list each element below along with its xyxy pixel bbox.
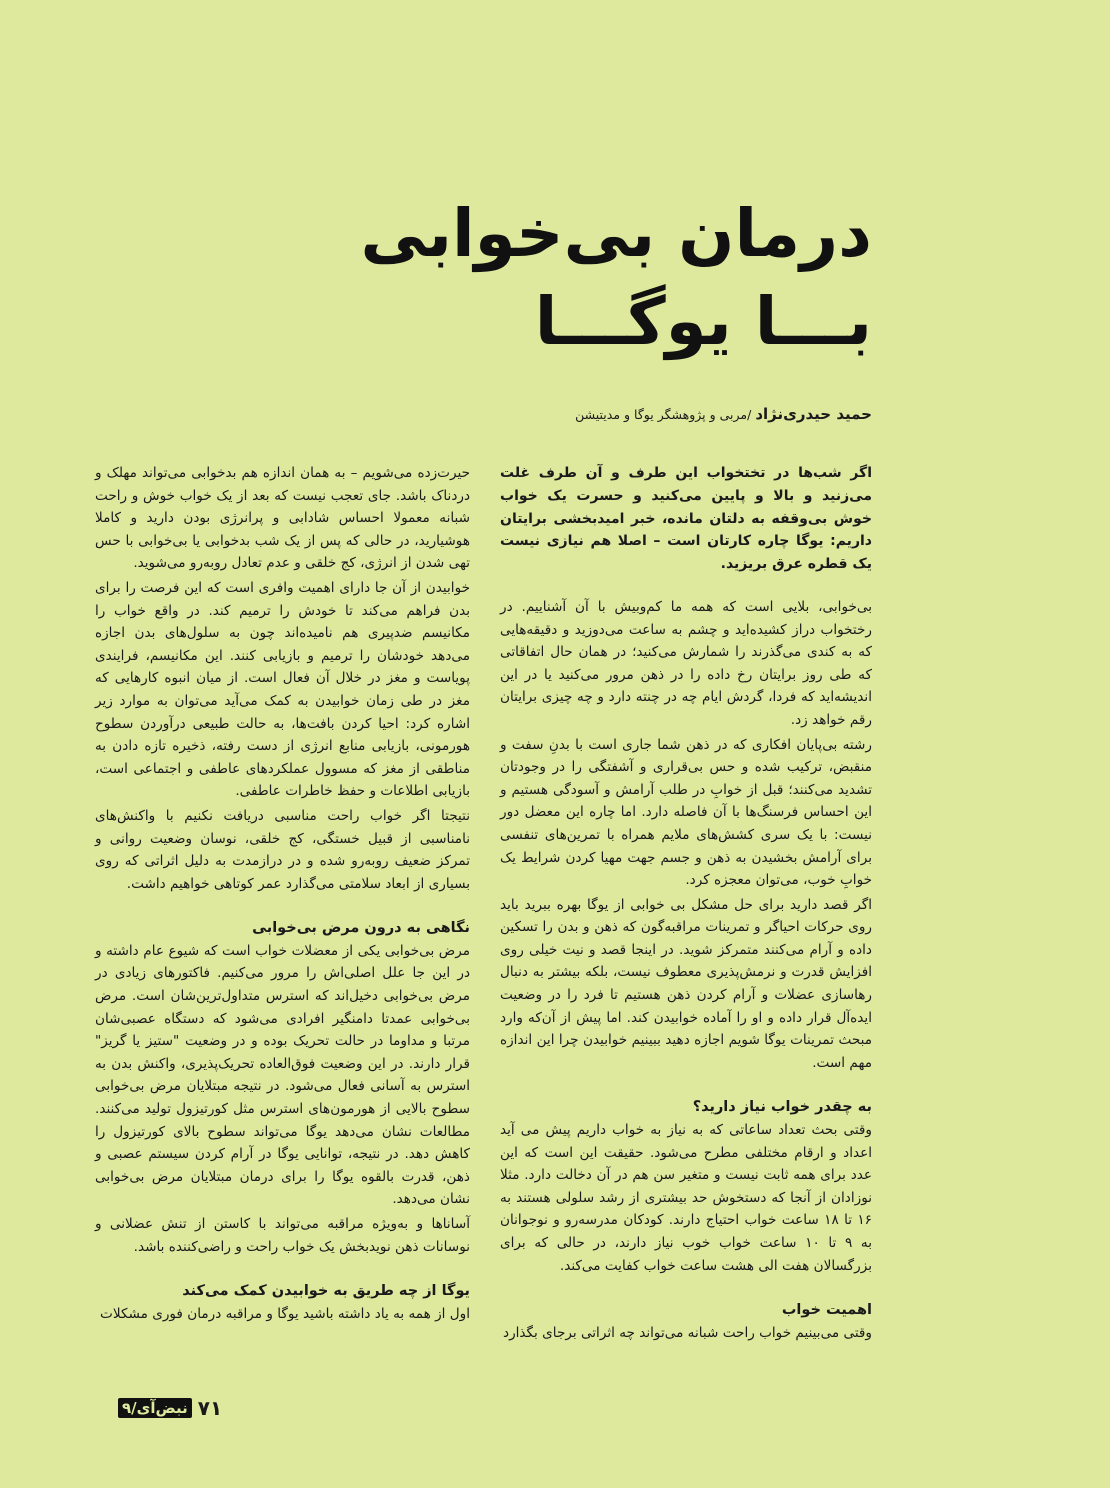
title-line-2: بـــا یوگـــا xyxy=(534,283,872,360)
paragraph: اول از همه به یاد داشته باشید یوگا و مراقبه درمان فوری مشکلات xyxy=(100,1305,470,1322)
page-number: ۷۱ xyxy=(197,1396,223,1420)
paragraph: خوابیدن از آن جا دارای اهمیت وافری است که این فرصت را برای بدن فراهم می‌کند تا خودش را ترمیم کند. در واقع خواب را مکانیسم ضدپیری هم نامیده‌اند چون به سلول‌های بدن اجازه می‌دهد خودشان را ترمیم و بازیابی کنند. این مکانیسم، فرایندی پویاست و مغز در خلال آن فعال است. از میان انبوه کارهایی که مغز در طی زمان خوابیدن به کمک می‌آید می‌توان به موارد زیر اشاره کرد: احیا کردن بافت‌ها، به حالت طبیعی درآوردن سطوح هورمونی، بازیابی منابع انرژی از دست رفته، ذخیره تازه دادن به مناطقی از مغز که مسوول عملکردهای عاطفی و اجتماعی است، بازیابی اطلاعات و حفظ خاطرات عاطفی. xyxy=(95,579,470,800)
lead-paragraph: اگر شب‌ها در تختخواب این طرف و آن طرف غلت می‌زنید و بالا و پایین می‌کنید و حسرت یک خواب خوش بی‌وقفه به دلتان مانده، خبر امیدبخشی برایتان داریم: یوگا چاره کارتان است – اصلا هم نیازی نیست یک قطره عرق بریزید. xyxy=(500,465,872,573)
section-heading: نگاهی به درون مرض بی‌خوابی xyxy=(252,920,470,937)
byline xyxy=(272,405,872,423)
paragraph: بی‌خوابی، بلایی است که همه ما کم‌وبیش با آن آشناییم. در رختخواب دراز کشیده‌اید و چشم به ساعت می‌دوزید و دقیقه‌هایی که به کندی می‌گذرند را شمارش می‌کنید؛ در همان حال اتفاقاتی که طی روز برایتان رخ داده را در ذهن مرور می‌کنید یا در این اندیشه‌اید که فردا، گردش ایام چه در چنته دارد و چه چیزی برایتان رقم خواهد زد. xyxy=(500,598,872,728)
page-title xyxy=(361,190,873,366)
left-column xyxy=(95,462,470,1325)
paragraph: حیرت‌زده می‌شویم – به همان اندازه هم بدخوابی می‌تواند مهلک و دردناک باشد. جای تعجب نیست که بعد از یک خواب خوش و راحت شبانه معمولا احساس شادابی و پرانرژی بودن دارید و کاملا هوشیارید، در حالی که پس از یک شب بدخوابی یا بی‌خوابی با حس تهی شدن از انرژی، کج خلقی و عدم تعادل روبه‌رو می‌شوید. xyxy=(95,465,470,572)
title-line-1: درمان بی‌خوابی xyxy=(360,195,872,272)
paragraph: آساناها و به‌ویژه مراقبه می‌تواند با کاستن از تنش عضلانی و نوسانات ذهن نویدبخش یک خواب راحت و راضی‌کننده باشد. xyxy=(95,1216,470,1255)
section-heading: یوگا از چه طریق به خوابیدن کمک می‌کند xyxy=(182,1283,470,1300)
page-footer xyxy=(118,1396,222,1420)
author-name: حمید حیدری‌نژاد xyxy=(755,405,872,423)
section-heading: اهمیت خواب xyxy=(781,1302,872,1319)
paragraph: رشته بی‌پایان افکاری که در ذهن شما جاری است با بدنِ سفت و منقبض، ترکیب شده و حس بی‌قراری و آشفتگی را در وجودتان تشدید می‌کنند؛ قبل از خوابِ در طلب آرامش و آسودگی هستیم و این احساس فرسنگ‌ها با آن فاصله دارد. اما چاره این معضل دور نیست: با یک سری کشش‌های ملایم همراه با تمرین‌های تنفسی برای آرامش بخشیدن به ذهن و جسم جهت مهیا کردن شرایط یک خوابِ خوب، می‌توان معجزه کرد. xyxy=(500,736,872,889)
paragraph: وقتی می‌بینیم خواب راحت شبانه می‌تواند چه اثراتی برجای بگذارد xyxy=(503,1324,872,1341)
paragraph: نتیجتا اگر خواب راحت مناسبی دریافت نکنیم با واکنش‌های نامناسبی از قبیل خستگی، کج خلقی، نوسان وضعیت روانی و تمرکز ضعیف روبه‌رو شده و در درازمدت به دلیل اثراتی که روی بسیاری از ابعاد سلامتی می‌گذارد عمر کوتاهی خواهیم داشت. xyxy=(95,807,470,892)
paragraph: اگر قصد دارید برای حل مشکل بی خوابی از یوگا بهره ببرید باید روی حرکات احیاگر و تمرینات مراقبه‌گون که ذهن و بدن را تسکین داده و آرام می‌کنند متمرکز شوید. در اینجا قصد و نیت خیلی روی افزایش قدرت و نرمش‌پذیری معطوف نیست، بلکه بیشتر به دنبال رهاسازی عضلات و آرام کردن ذهن هستیم تا فرد را در وضعیت ایده‌آل قرار داده و او را آماده خوابیدن کند. اما پیش از آن‌که وارد مبحث تمرینات یوگا شویم اجازه دهید ببینیم خوابیدن چرا این اندازه مهم است. xyxy=(500,896,872,1071)
paragraph: مرض بی‌خوابی یکی از معضلات خواب است که شیوع عام داشته و در این جا علل اصلی‌اش را مرور می‌کنیم. فاکتورهای زیادی در مرض بی‌خوابی دخیل‌اند که استرس متداول‌ترین‌شان است. مرض بی‌خوابی عمدتا دامنگیر افرادی می‌شود که دستگاه عصبی‌شان مرتبا و مداوما در حالت تحریک بوده و در وضعیت "ستیز یا گریز" قرار دارند. در این وضعیت فوق‌العاده تحریک‌پذیری، واکنش بدن به استرس به آسانی فعال می‌شود. در نتیجه مبتلایان مرض بی‌خوابی سطوح بالایی از هورمون‌های استرس مثل کورتیزول تولید می‌کنند. مطالعات نشان می‌دهد یوگا می‌تواند سطوح بالای کورتیزول را کاهش دهد. در نتیجه، توانایی یوگا در آرام کردن سیستم عصبی و ذهن، قدرت بالقوه یوگا را برای درمان مبتلایان مرض بی‌خوابی نشان می‌دهد. xyxy=(95,942,470,1208)
paragraph: وقتی بحث تعداد ساعاتی که به نیاز به خواب داریم پیش می آید اعداد و ارقام مختلفی مطرح می‌شود. حقیقت این است که این عدد برای همه ثابت نیست و متغیر سن هم در آن دخالت دارد. مثلا نوزادان از آنجا که دستخوش حد بیشتری از رشد سلولی هستند به ۱۶ تا ۱۸ ساعت خواب احتیاج دارند. کودکان مدرسه‌رو و نوجوانان به ۹ تا ۱۰ ساعت خواب خوب نیاز دارند، در حالی که برای بزرگسالان هفت الی هشت ساعت خواب کفایت می‌کند. xyxy=(500,1122,872,1274)
magazine-logo: نبض‌آی/۹ xyxy=(118,1398,192,1418)
section-heading: به چقدر خواب نیاز دارید؟ xyxy=(692,1099,872,1116)
right-column xyxy=(500,462,872,1344)
author-role: /مربی و پژوهشگر یوگا و مدیتیشن xyxy=(575,407,752,422)
